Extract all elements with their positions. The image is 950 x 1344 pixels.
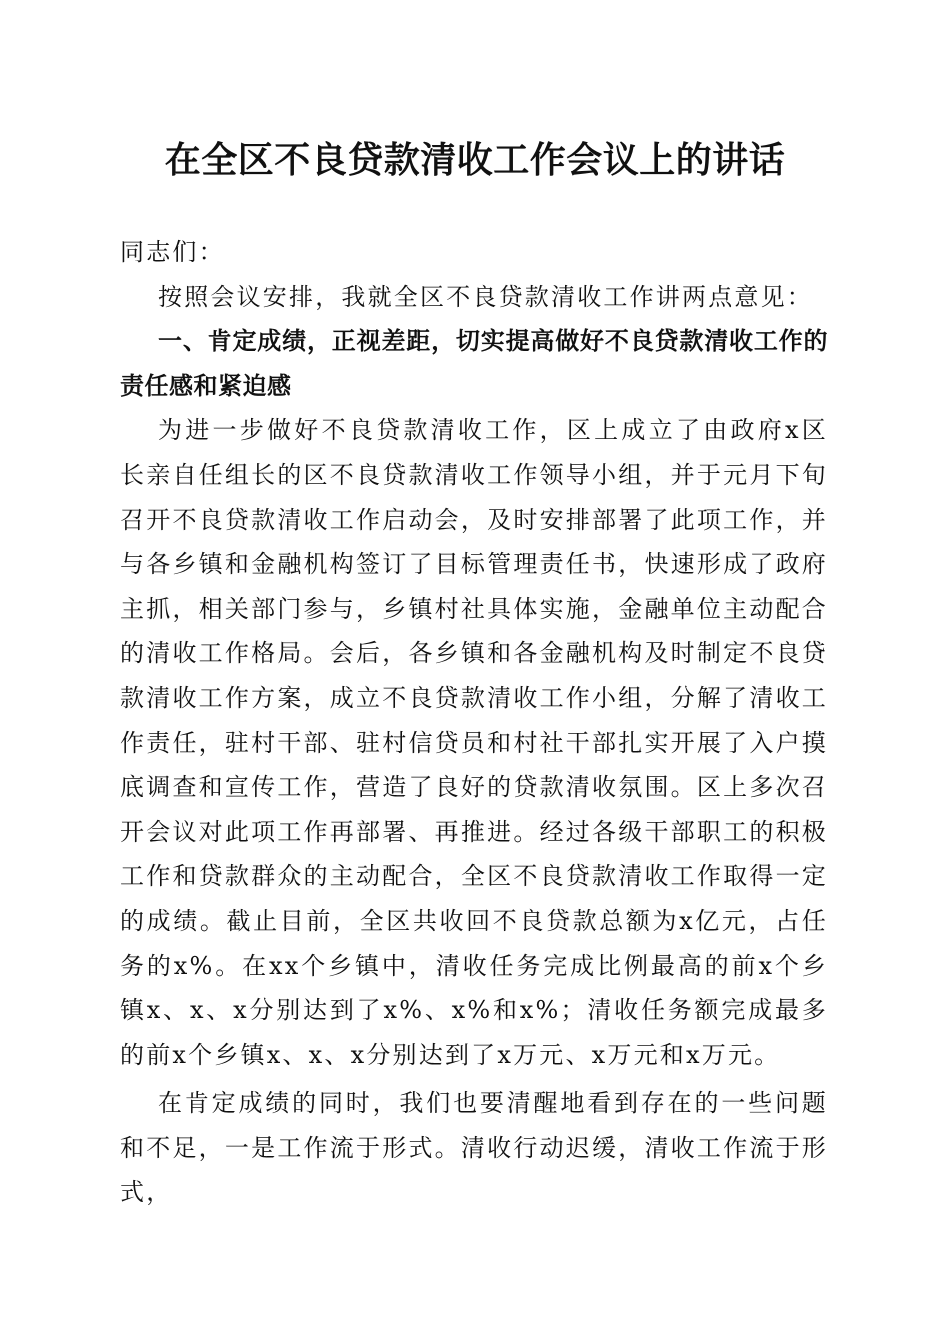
body-paragraph: 为进一步做好不良贷款清收工作，区上成立了由政府x区长亲自任组长的区不良贷款清收工作领导小组，并于元月下旬召开不良贷款清收工作启动会，及时安排部署了此项工作，并与各乡镇和金融机构签订了目标管理责任书，快速形成了政府主抓，相关部门参与，乡镇村社具体实施，金融单位主动配合的清收工作格局。会后，各乡镇和各金融机构及时制定不良贷款清收工作方案，成立不良贷款清收工作小组，分解了清收工作责任，驻村干部、驻村信贷员和村社干部扎实开展了入户摸底调查和宣传工作，营造了良好的贷款清收氛围。区上多次召开会议对此项工作再部署、再推进。经过各级干部职工的积极工作和贷款群众的主动配合，全区不良贷款清收工作取得一定的成绩。截止目前，全区共收回不良贷款总额为x亿元，占任务的x%。在xx个乡镇中，清收任务完成比例最高的前x个乡镇x、x、x分别达到了x%、x%和x%；清收任务额完成最多的前x个乡镇x、x、x分别达到了x万元、x万元和x万元。 xyxy=(120,416,828,1069)
body-paragraph: 在肯定成绩的同时，我们也要清醒地看到存在的一些问题和不足，一是工作流于形式。清收行动迟缓，清收工作流于形式， xyxy=(120,1089,828,1207)
intro-paragraph: 按照会议安排，我就全区不良贷款清收工作讲两点意见： xyxy=(158,282,813,311)
document-body xyxy=(120,230,828,1215)
section-heading: 一、肯定成绩，正视差距，切实提高做好不良贷款清收工作的责任感和紧迫感 xyxy=(120,327,828,400)
salutation: 同志们： xyxy=(120,238,225,266)
page-title: 在全区不良贷款清收工作会议上的讲话 xyxy=(164,139,786,181)
